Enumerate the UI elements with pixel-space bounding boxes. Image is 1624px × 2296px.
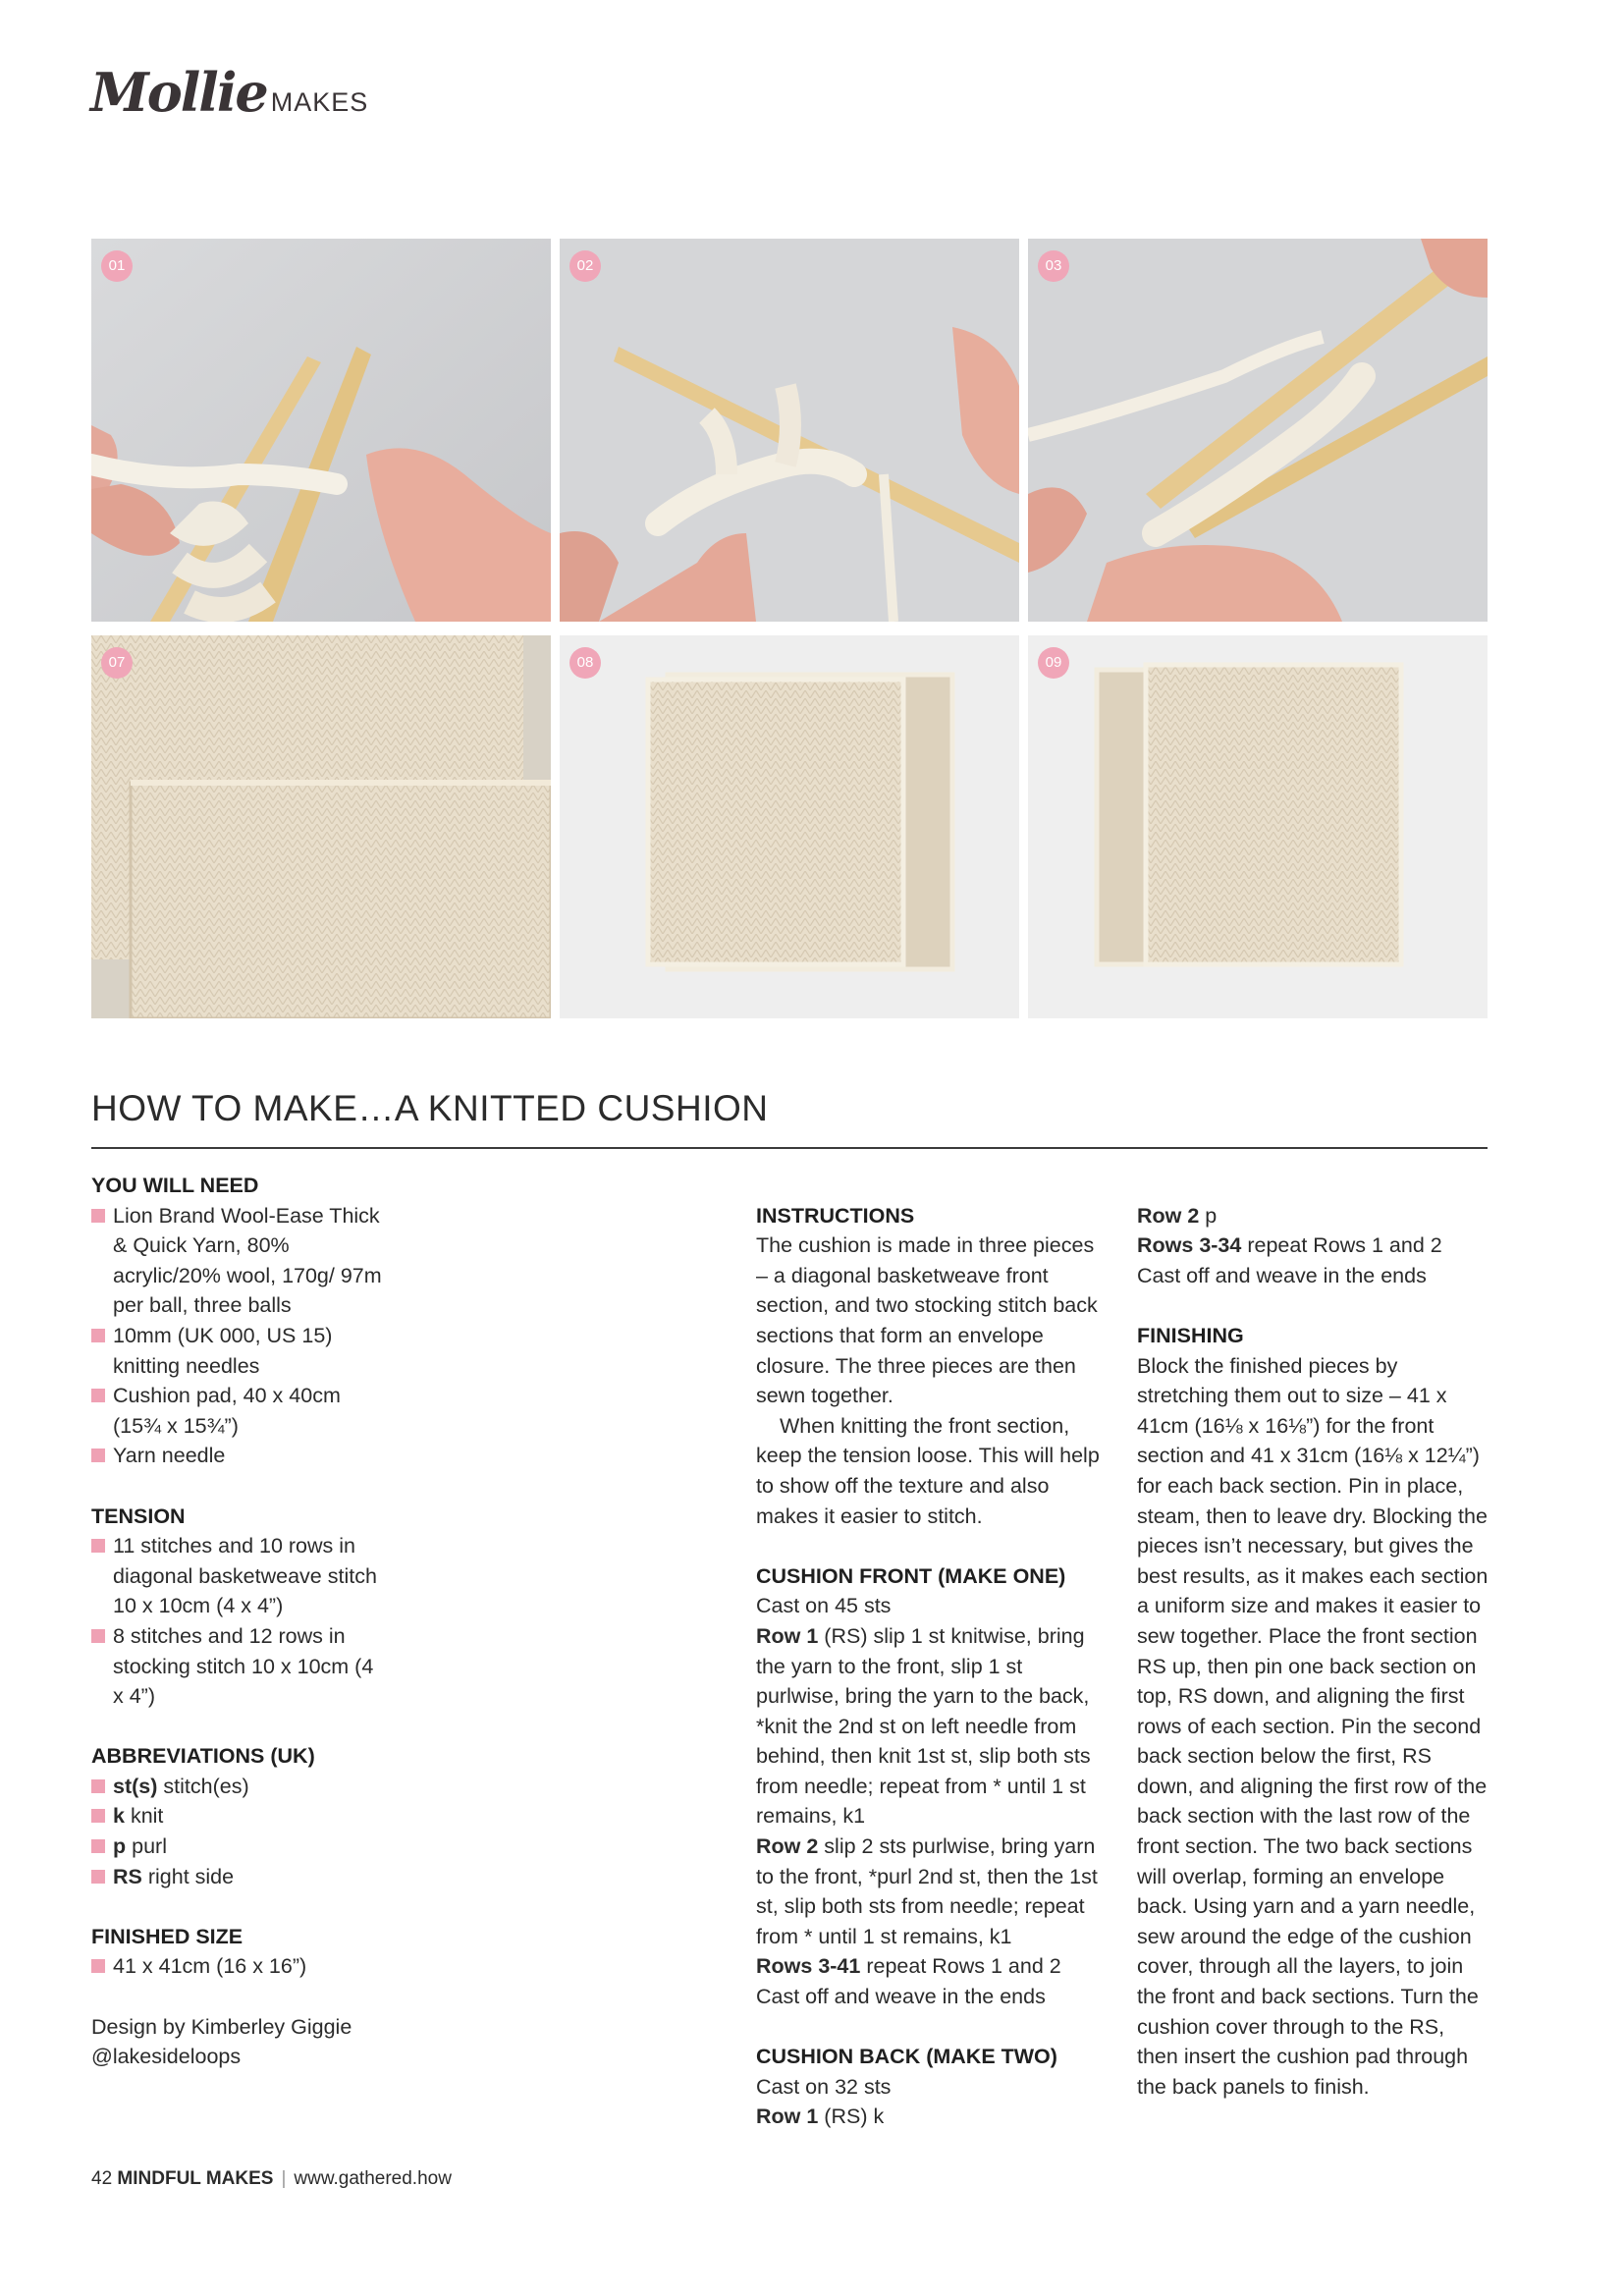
- instructions-paragraph: When knitting the front section, keep the tension loose. This will help to show off the texture and also makes it easier to stitch.: [756, 1413, 1100, 1528]
- cushion-back-heading: CUSHION BACK (MAKE TWO): [756, 2045, 1057, 2069]
- title-divider: [91, 1147, 1488, 1149]
- list-item: [91, 1772, 386, 1802]
- list-item: 10mm (UK 000, US 15) knitting needles: [91, 1321, 386, 1381]
- pattern-row: [1137, 1201, 1490, 1231]
- list-item: [91, 1862, 386, 1892]
- instructions-heading: INSTRUCTIONS: [756, 1203, 915, 1228]
- pattern-row: [756, 1951, 1110, 1982]
- cushion-front-heading: CUSHION FRONT (MAKE ONE): [756, 1563, 1066, 1588]
- finishing-heading: FINISHING: [1137, 1323, 1244, 1347]
- row-text: (RS) slip 1 st knitwise, bring the yarn to the front, slip 1 st purlwise, bring the yarn to the back, *knit the 2nd st on left needle from behind, then knit 1st st, slip both sts from needle; repeat from * until 1 st remains, k1: [756, 1623, 1091, 1829]
- photo-step-08-image: [560, 635, 1019, 1018]
- cast-off-line: Cast off and weave in the ends: [1137, 1263, 1427, 1287]
- footer-separator: |: [281, 2168, 287, 2189]
- finished-size-heading: FINISHED SIZE: [91, 1924, 244, 1948]
- abbreviations-heading: ABBREVIATIONS (UK): [91, 1744, 315, 1769]
- photo-step-01-image: [91, 239, 551, 622]
- abbr-term: RS: [113, 1864, 142, 1888]
- photo-step-07: [91, 635, 551, 1018]
- photo-step-03-image: [1028, 239, 1488, 622]
- photo-step-09-image: [1028, 635, 1488, 1018]
- abbr-term: st(s): [113, 1774, 158, 1798]
- pattern-row: [756, 1621, 1110, 1831]
- row-label: Row 1: [756, 2105, 819, 2129]
- logo-makes: MAKES: [270, 87, 369, 117]
- footer-url: www.gathered.how: [294, 2168, 452, 2189]
- logo-script: Mollie: [90, 61, 267, 124]
- abbr-meaning: right side: [147, 1864, 235, 1888]
- row-label: Rows 3-34: [1137, 1233, 1242, 1258]
- list-item: [91, 1831, 386, 1862]
- photo-step-02-badge: 02: [569, 250, 601, 282]
- list-item: 8 stitches and 12 rows in stocking stitch 10 x 10cm (4 x 4”): [91, 1621, 386, 1712]
- page-number: 42: [91, 2168, 113, 2189]
- page-footer: [91, 2168, 452, 2190]
- photo-step-07-badge: 07: [101, 647, 133, 679]
- instructions-paragraph: The cushion is made in three pieces – a diagonal basketweave front section, and two stocking stitch back sections that form an envelope closure. The three pieces are then sewn together.: [756, 1233, 1098, 1408]
- list-item: Lion Brand Wool-Ease Thick & Quick Yarn, 80% acrylic/20% wool, 170g/ 97m per ball, three balls: [91, 1201, 386, 1321]
- page-title: HOW TO MAKE…A KNITTED CUSHION: [91, 1088, 769, 1128]
- row-text: repeat Rows 1 and 2: [1241, 1233, 1442, 1258]
- pattern-row: [756, 1831, 1110, 1951]
- photo-step-02: [560, 239, 1019, 622]
- abbr-meaning: purl: [132, 1834, 167, 1859]
- photo-step-08: [560, 635, 1019, 1018]
- photo-step-03: [1028, 239, 1488, 622]
- list-item: 11 stitches and 10 rows in diagonal basketweave stitch 10 x 10cm (4 x 4”): [91, 1531, 386, 1621]
- list-item: [91, 1801, 386, 1831]
- cast-on-line: Cast on 32 sts: [756, 2074, 892, 2099]
- column-instructions: [756, 1171, 1110, 2132]
- photo-grid: [91, 239, 1488, 1018]
- row-text: p: [1199, 1203, 1218, 1228]
- cast-on-line: Cast on 45 sts: [756, 1594, 892, 1618]
- pattern-row: [1137, 1230, 1490, 1261]
- row-label: Row 2: [756, 1834, 819, 1859]
- column-finishing: [1137, 1171, 1490, 2102]
- tension-heading: TENSION: [91, 1503, 186, 1528]
- pattern-row: [756, 2102, 1110, 2132]
- photo-step-01-badge: 01: [101, 250, 133, 282]
- row-text: repeat Rows 1 and 2: [860, 1954, 1061, 1979]
- row-label: Row 1: [756, 1623, 819, 1648]
- row-text: slip 2 sts purlwise, bring yarn to the front, *purl 2nd st, then the 1st st, slip both sts from needle; repeat from * until 1 st remains, k1: [756, 1834, 1098, 1948]
- design-credit: Design by Kimberley Giggie @lakesideloops: [91, 2014, 352, 2069]
- footer-section: MINDFUL MAKES: [117, 2168, 274, 2189]
- abbr-meaning: stitch(es): [163, 1774, 249, 1798]
- row-label: Rows 3-41: [756, 1954, 861, 1979]
- column-requirements: [91, 1171, 386, 2072]
- photo-step-08-badge: 08: [569, 647, 601, 679]
- photo-step-09: [1028, 635, 1488, 1018]
- photo-step-07-image: [91, 635, 551, 1018]
- photo-step-03-badge: 03: [1038, 250, 1069, 282]
- masthead-logo: [90, 61, 368, 124]
- abbr-term: p: [113, 1834, 127, 1859]
- row-label: Row 2: [1137, 1203, 1200, 1228]
- photo-step-09-badge: 09: [1038, 647, 1069, 679]
- cast-off-line: Cast off and weave in the ends: [756, 1985, 1046, 2009]
- abbr-meaning: knit: [130, 1804, 164, 1829]
- row-text: (RS) k: [818, 2105, 885, 2129]
- list-item: Cushion pad, 40 x 40cm (15¾ x 15¾”): [91, 1381, 386, 1441]
- you-will-need-heading: YOU WILL NEED: [91, 1174, 259, 1197]
- photo-step-02-image: [560, 239, 1019, 622]
- list-item: 41 x 41cm (16 x 16”): [91, 1951, 386, 1982]
- finishing-paragraph: Block the finished pieces by stretching them out to size – 41 x 41cm (16⅛ x 16⅛”) for the front section and 41 x 31cm (16⅛ x 12¼”) for each back section. Pin in place, steam, then to leave dry. Blocking the pieces isn’t necessary, but gives the best results, as it makes each section a uniform size and makes it easier to sew together. Place the front section RS up, then pin one back section on top, RS down, and aligning the first rows of each section. Pin the second back section below the first, RS down, and aligning the first row of the back section with the last row of the front section. The two back sections will overlap, forming an envelope back. Using yarn and a yarn needle, sew around the edge of the cushion cover, through all the layers, to join the front and back sections. Turn the cushion cover through to the RS, then insert the cushion pad through the back panels to finish.: [1137, 1353, 1489, 2099]
- photo-step-01: [91, 239, 551, 622]
- list-item: Yarn needle: [91, 1441, 386, 1471]
- abbr-term: k: [113, 1804, 125, 1829]
